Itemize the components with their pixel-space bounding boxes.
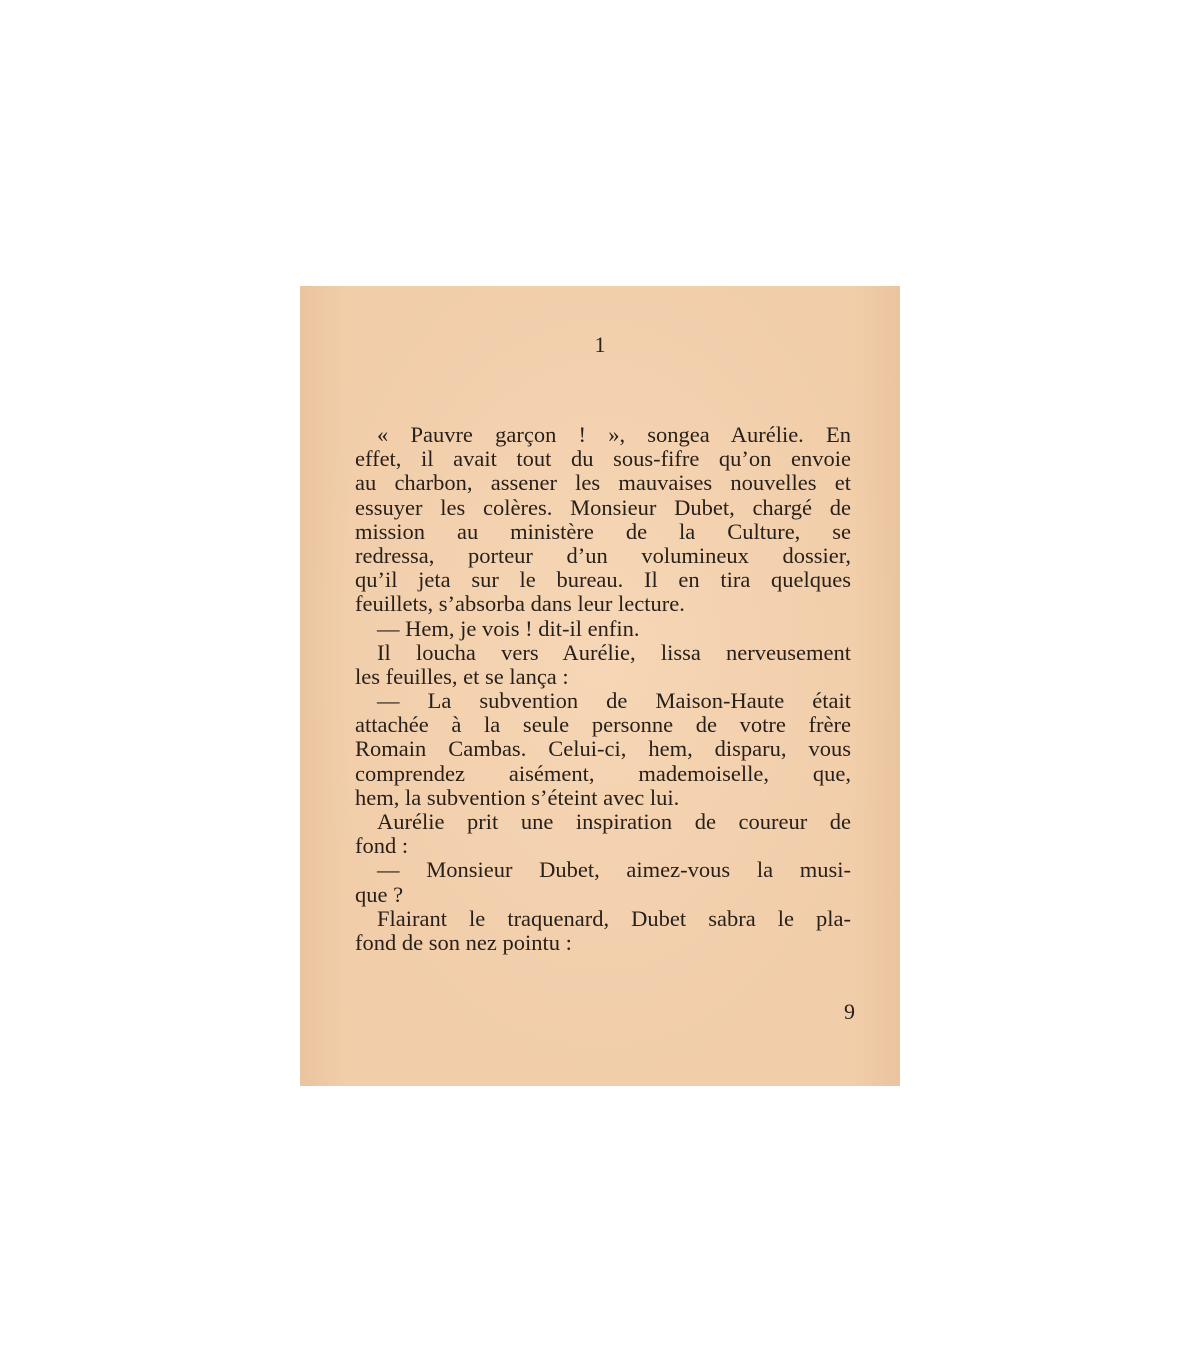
text-line: au charbon, assener les mauvaises nouvelles et (355, 471, 851, 496)
text-line: fond : (355, 833, 409, 859)
text-line: comprendez aisément, mademoiselle, que, (355, 761, 851, 786)
text-line: les feuilles, et se lança : (355, 663, 569, 689)
text-line: « Pauvre garçon ! », songea Aurélie. En (377, 423, 851, 447)
text-line: effet, il avait tout du sous-fifre qu’on envoie (355, 447, 851, 472)
text-line: — La subvention de Maison-Haute était (377, 689, 851, 714)
chapter-number: 1 (594, 332, 606, 357)
text-line: — Monsieur Dubet, aimez-vous la musi- (377, 858, 851, 883)
text-line: — Hem, je vois ! dit-il enfin. (377, 615, 640, 641)
text-line: hem, la subvention s’éteint avec lui. (355, 784, 680, 810)
text-line: Flairant le traquenard, Dubet sabra le pla- (377, 906, 851, 931)
text-line: qu’il jeta sur le bureau. Il en tira quelques (355, 568, 851, 593)
text-line: essuyer les colères. Monsieur Dubet, chargé de (355, 495, 851, 520)
text-line: mission au ministère de la Culture, se (355, 519, 851, 544)
page-number: 9 (844, 999, 855, 1024)
text-line: Romain Cambas. Celui-ci, hem, disparu, vous (355, 737, 851, 762)
book-page (300, 286, 900, 1086)
text-line: que ? (355, 881, 404, 907)
text-line: attachée à la seule personne de votre frère (355, 713, 851, 738)
text-line: Il loucha vers Aurélie, lissa nerveusement (377, 640, 851, 665)
body-text (355, 423, 851, 955)
text-line: fond de son nez pointu : (355, 929, 572, 955)
text-line: redressa, porteur d’un volumineux dossier, (355, 543, 851, 568)
text-line: Aurélie prit une inspiration de coureur de (377, 810, 851, 834)
text-line: feuillets, s’absorba dans leur lecture. (355, 591, 685, 617)
